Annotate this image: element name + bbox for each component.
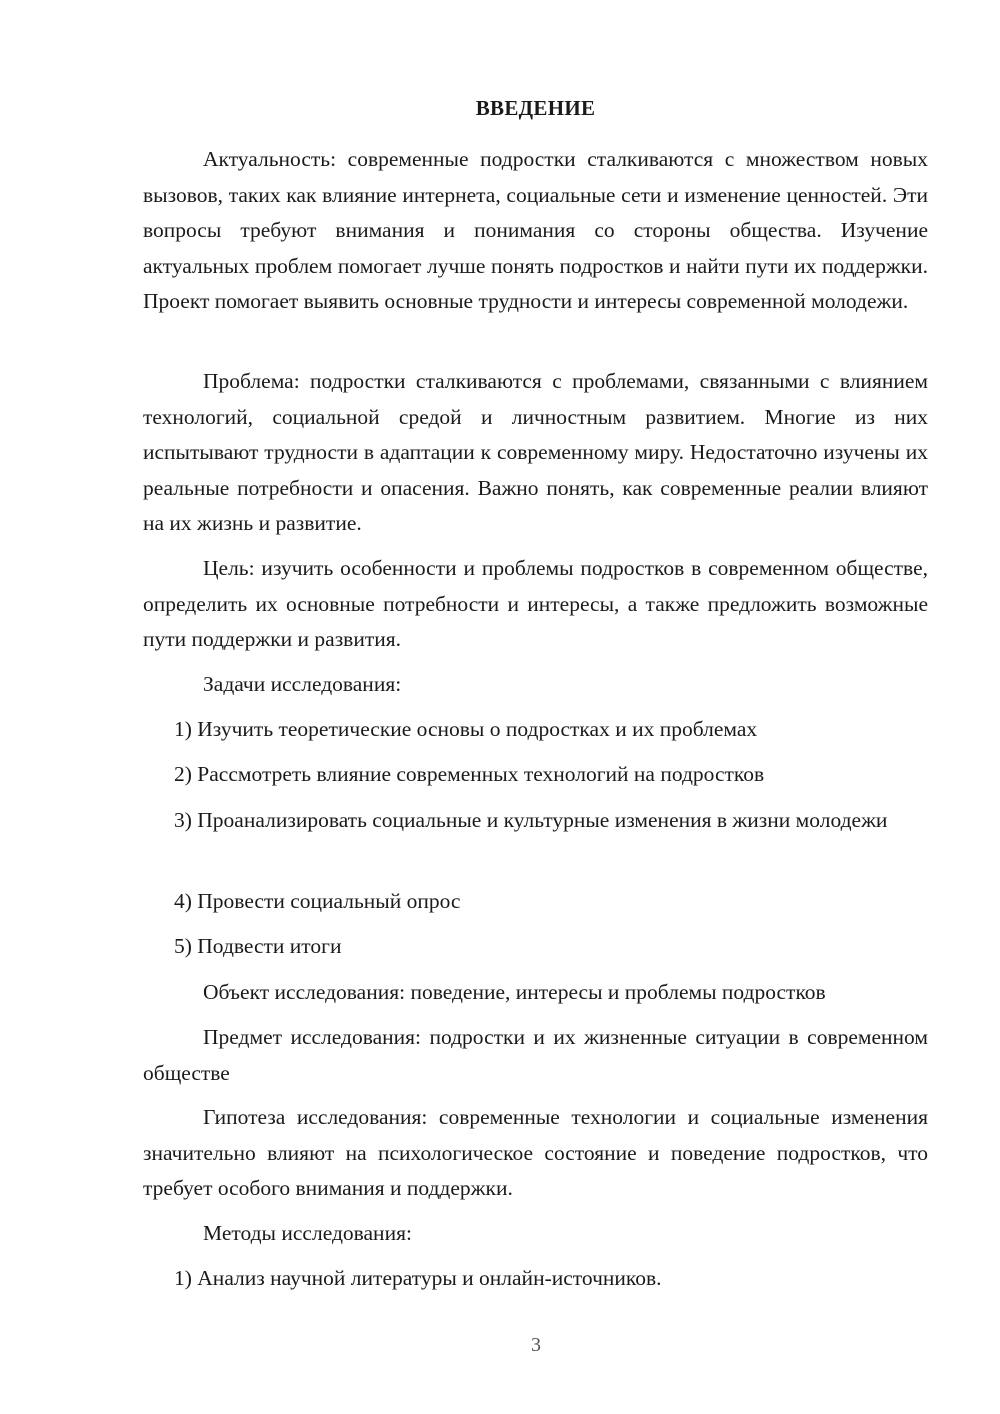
paragraph-goal: Цель: изучить особенности и проблемы подростков в современном обществе, определить их основные потребности и интересы, а также предложить возможные пути поддержки и развития.: [143, 556, 928, 651]
paragraph-subject: Предмет исследования: подростки и их жизненные ситуации в современном обществе: [143, 1025, 928, 1085]
task-item-3: 3) Проанализировать социальные и культурные изменения в жизни молодежи: [174, 808, 888, 832]
page-title: ВВЕДЕНИЕ: [475, 96, 596, 120]
task-item-5: 5) Подвести итоги: [174, 934, 342, 958]
methods-heading: Методы исследования:: [203, 1221, 412, 1245]
tasks-heading: Задачи исследования:: [203, 672, 402, 696]
task-item-1: 1) Изучить теоретические основы о подростках и их проблемах: [174, 717, 758, 741]
paragraph-object: Объект исследования: поведение, интересы и проблемы подростков: [203, 980, 826, 1004]
task-item-4: 4) Провести социальный опрос: [174, 889, 461, 913]
paragraph-problem: Проблема: подростки сталкиваются с проблемами, связанными с влиянием технологий, социальной средой и личностным развитием. Многие из них испытывают трудности в адаптации к современному миру. Недостаточно изучены их реальные потребности и опасения. Важно понять, как современные реалии влияют на их жизнь и развитие.: [143, 369, 928, 535]
paragraph-hypothesis: Гипотеза исследования: современные технологии и социальные изменения значительно влияют на психологическое состояние и поведение подростков, что требует особого внимания и поддержки.: [143, 1105, 928, 1200]
paragraph-relevance: Актуальность: современные подростки сталкиваются с множеством новых вызовов, таких как влияние интернета, социальные сети и изменение ценностей. Эти вопросы требуют внимания и понимания со стороны общества. Изучение актуальных проблем помогает лучше понять подростков и найти пути их поддержки. Проект помогает выявить основные трудности и интересы современной молодежи.: [143, 147, 928, 313]
method-item-1: 1) Анализ научной литературы и онлайн-источников.: [174, 1266, 662, 1290]
task-item-2: 2) Рассмотреть влияние современных технологий на подростков: [174, 762, 765, 786]
page-number: 3: [531, 1334, 541, 1356]
